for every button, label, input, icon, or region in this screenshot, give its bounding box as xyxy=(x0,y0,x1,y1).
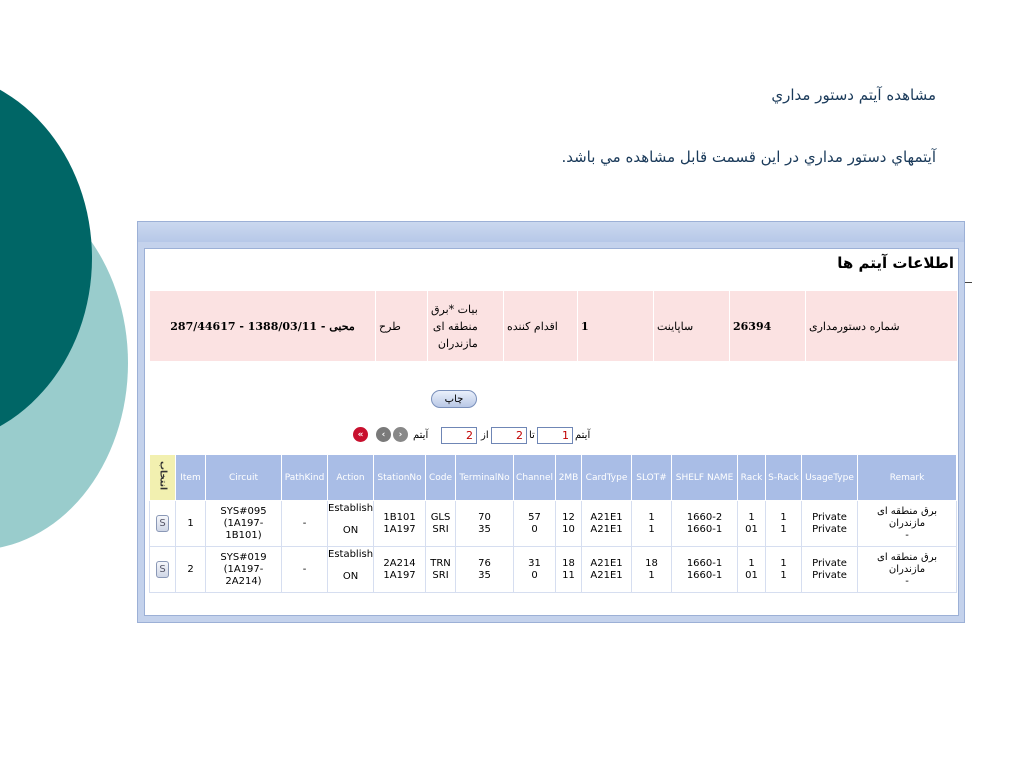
slide-subtitle: آيتمهاي دستور مداري در اين قسمت قابل مشاهده مي باشد. xyxy=(561,148,936,166)
pager-of-label: از xyxy=(481,430,489,441)
order-number-value: 26394 xyxy=(729,291,805,361)
cell-code: TRN SRI xyxy=(426,547,456,593)
col-pathkind: PathKind xyxy=(282,455,328,501)
cell-2mb: 12 10 xyxy=(556,501,582,547)
actor-line-1: بیات *برق xyxy=(431,302,478,316)
cell-channel: 31 0 xyxy=(514,547,556,593)
actor-line-2: منطقه ای xyxy=(432,319,478,333)
cell-shelf: 1660-1 1660-1 xyxy=(672,547,738,593)
pager-item-label-2: آیتم xyxy=(413,430,429,441)
order-number-label: شماره دستورمداری xyxy=(805,291,957,361)
cell-station: 1B101 1A197 xyxy=(374,501,426,547)
cell-code: GLS SRI xyxy=(426,501,456,547)
plan-label: طرح xyxy=(375,291,427,361)
right-arrow-icon[interactable]: › xyxy=(393,427,408,442)
pager xyxy=(353,425,593,447)
cell-terminal: 70 35 xyxy=(456,501,514,547)
col-2mb: 2MB xyxy=(556,455,582,501)
order-info-row xyxy=(149,291,957,361)
cell-action: Establish ON xyxy=(328,547,374,593)
slide-title: مشاهده آيتم دستور مداري xyxy=(771,86,936,104)
actor-label: اقدام کننده xyxy=(503,291,577,361)
cell-station: 2A214 1A197 xyxy=(374,547,426,593)
cell-2mb: 18 11 xyxy=(556,547,582,593)
select-column-header: انتخاب xyxy=(150,455,176,501)
cell-terminal: 76 35 xyxy=(456,547,514,593)
cell-action: Establish ON xyxy=(328,501,374,547)
screenshot-frame xyxy=(137,221,965,623)
table-header-row xyxy=(150,455,957,501)
select-row-button[interactable]: S xyxy=(156,561,169,578)
actor-line-3: مازندران xyxy=(437,336,478,350)
cell-slot: 1 1 xyxy=(632,501,672,547)
count-value: 1 xyxy=(577,291,653,361)
select-row-button[interactable]: S xyxy=(156,515,169,532)
cell-shelf: 1660-2 1660-1 xyxy=(672,501,738,547)
cell-rack: 1 01 xyxy=(738,501,766,547)
pager-to-label: تا xyxy=(529,430,535,441)
table-row xyxy=(150,547,957,593)
pager-from-field[interactable]: 1 xyxy=(537,427,573,444)
col-code: Code xyxy=(426,455,456,501)
cell-pathkind: - xyxy=(282,547,328,593)
col-usagetype: UsageType xyxy=(802,455,858,501)
cell-rack: 1 01 xyxy=(738,547,766,593)
cell-channel: 57 0 xyxy=(514,501,556,547)
col-rack: Rack xyxy=(738,455,766,501)
table-row xyxy=(150,501,957,547)
cell-circuit: SYS#019 (1A197-2A214) xyxy=(206,547,282,593)
cell-remark: برق منطقه ای مازندران - xyxy=(858,501,957,547)
cell-cardtype: A21E1 A21E1 xyxy=(582,547,632,593)
pager-to-field[interactable]: 2 xyxy=(491,427,527,444)
frame-titlebar xyxy=(138,222,964,242)
company-value: ساپاینت xyxy=(653,291,729,361)
col-action: Action xyxy=(328,455,374,501)
panel-title: اطلاعات آیتم ها xyxy=(837,254,954,272)
cell-circuit: SYS#095 (1A197-1B101) xyxy=(206,501,282,547)
items-table xyxy=(149,454,957,593)
col-s-rack: S-Rack xyxy=(766,455,802,501)
col-remark: Remark xyxy=(858,455,957,501)
actor-value xyxy=(427,291,503,361)
cell-usage: Private Private xyxy=(802,547,858,593)
items-panel xyxy=(144,248,959,616)
cell-usage: Private Private xyxy=(802,501,858,547)
col-item: Item xyxy=(176,455,206,501)
plan-value: محبی - 1388/03/11 - 287/44617 xyxy=(149,291,375,361)
col-channel: Channel xyxy=(514,455,556,501)
col-cardtype: CardType xyxy=(582,455,632,501)
double-left-arrow-icon[interactable]: « xyxy=(353,427,368,442)
pager-item-label: آیتم xyxy=(575,430,591,441)
col-terminalno: TerminalNo xyxy=(456,455,514,501)
cell-remark: برق منطقه ای مازندران - xyxy=(858,547,957,593)
cell-item: 2 xyxy=(176,547,206,593)
cell-cardtype: A21E1 A21E1 xyxy=(582,501,632,547)
left-arrow-icon[interactable]: ‹ xyxy=(376,427,391,442)
print-button[interactable]: چاپ xyxy=(431,390,477,408)
cell-s-rack: 1 1 xyxy=(766,501,802,547)
cell-s-rack: 1 1 xyxy=(766,547,802,593)
cell-pathkind: - xyxy=(282,501,328,547)
pager-total-field[interactable]: 2 xyxy=(441,427,477,444)
col-slot: SLOT# xyxy=(632,455,672,501)
divider-tick xyxy=(964,282,972,283)
col-stationno: StationNo xyxy=(374,455,426,501)
col-circuit: Circuit xyxy=(206,455,282,501)
cell-item: 1 xyxy=(176,501,206,547)
cell-slot: 18 1 xyxy=(632,547,672,593)
col-shelf-name: SHELF NAME xyxy=(672,455,738,501)
